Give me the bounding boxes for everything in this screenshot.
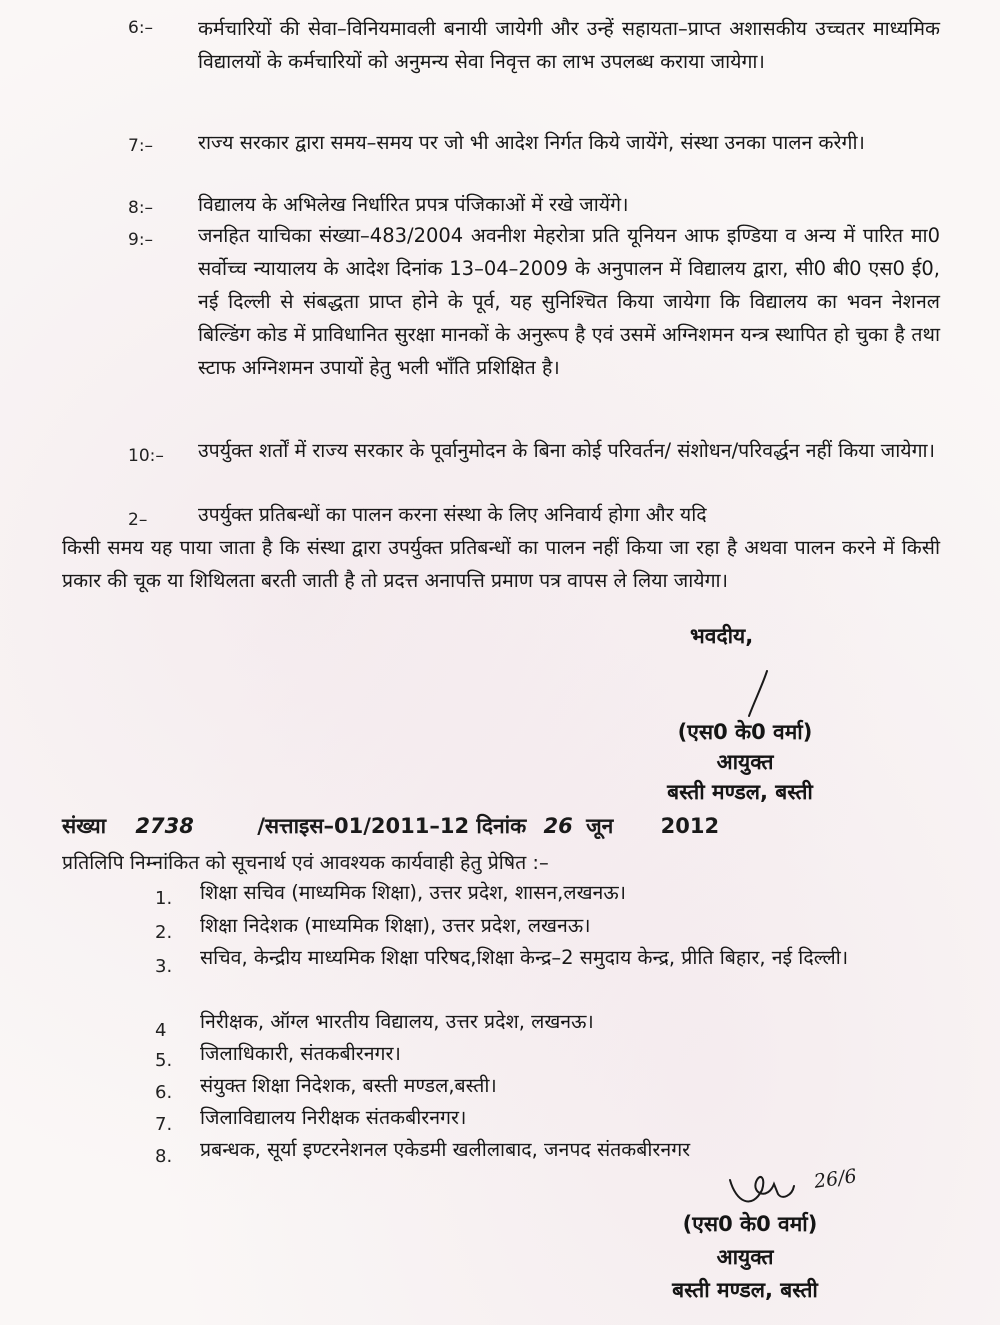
- reference-year: 2012: [660, 814, 720, 838]
- reference-label: संख्या: [62, 814, 107, 838]
- signatory-name: (एस0 के0 वर्मा): [682, 1212, 818, 1236]
- paragraph-number: 2–: [128, 510, 148, 530]
- list-text: संयुक्त शिक्षा निदेशक, बस्ती मण्डल,बस्ती।: [200, 1074, 497, 1097]
- signature-mark: [745, 668, 775, 720]
- condition-number: 6:–: [128, 18, 154, 38]
- list-text: जिलाविद्यालय निरीक्षक संतकबीरनगर।: [200, 1106, 467, 1129]
- list-number: 4: [155, 1020, 167, 1041]
- list-number: 3.: [155, 956, 173, 977]
- condition-text: कर्मचारियों की सेवा–विनियमावली बनायी जायेगी और उन्हें सहायता–प्राप्त अशासकीय उच्चतर माध्यमिक विद्यालयों के कर्मचारियों को अनुमन्य सेवा निवृत्त का लाभ उपलब्ध कराया जायेगा।: [198, 17, 940, 73]
- reference-day: 26: [543, 814, 573, 838]
- paragraph-first-line: उपर्युक्त प्रतिबन्धों का पालन करना संस्था के लिए अनिवार्य होगा और यदि: [198, 503, 707, 526]
- list-text: शिक्षा सचिव (माध्यमिक शिक्षा), उत्तर प्रदेश, शासन,लखनऊ।: [200, 881, 627, 904]
- handwritten-initials: [722, 1160, 812, 1215]
- signatory-office: बस्ती मण्डल, बस्ती: [672, 1278, 818, 1302]
- reference-file: /सत्ताइस–01/2011–12 दिनांक: [257, 814, 527, 838]
- condition-number: 9:–: [128, 230, 154, 250]
- list-number: 8.: [155, 1146, 173, 1167]
- reference-line: [62, 812, 719, 840]
- initial-date: 26/6: [812, 1165, 858, 1193]
- paragraph-body: किसी समय यह पाया जाता है कि संस्था द्वारा उपर्युक्त प्रतिबन्धों का पालन नहीं किया जा रहा है अथवा पालन करने में किसी प्रकार की चूक या शिथिलता बरती जाती है तो प्रदत्त अनापत्ति प्रमाण पत्र वापस ले लिया जायेगा।: [62, 536, 940, 592]
- list-number: 2.: [155, 922, 173, 943]
- reference-month: जून: [586, 814, 614, 838]
- list-number: 7.: [155, 1114, 173, 1135]
- signatory-designation: आयुक्त: [716, 1245, 774, 1269]
- condition-text: उपर्युक्त शर्तों में राज्य सरकार के पूर्वानुमोदन के बिना कोई परिवर्तन/ संशोधन/परिवर्द्धन नहीं किया जायेगा।: [198, 439, 935, 462]
- reference-number: 2738: [135, 814, 194, 838]
- condition-text: राज्य सरकार द्वारा समय–समय पर जो भी आदेश निर्गत किये जायेंगे, संस्था उनका पालन करेगी।: [198, 131, 865, 154]
- signatory-name: (एस0 के0 वर्मा): [677, 720, 813, 744]
- copy-intro: प्रतिलिपि निम्नांकित को सूचनार्थ एवं आवश्यक कार्यवाही हेतु प्रेषित :–: [62, 851, 549, 874]
- condition-number: 10:–: [128, 446, 164, 466]
- list-number: 1.: [155, 888, 173, 909]
- signatory-designation: आयुक्त: [716, 750, 774, 774]
- list-text: जिलाधिकारी, संतकबीरनगर।: [200, 1042, 401, 1065]
- condition-number: 8:–: [128, 198, 154, 218]
- list-number: 6.: [155, 1082, 173, 1103]
- list-text: प्रबन्धक, सूर्या इण्टरनेशनल एकेडमी खलीलाबाद, जनपद संतकबीरनगर: [200, 1138, 691, 1161]
- condition-text: विद्यालय के अभिलेख निर्धारित प्रपत्र पंजिकाओं में रखे जायेंगे।: [198, 193, 629, 216]
- list-number: 5.: [155, 1050, 173, 1071]
- list-text: शिक्षा निदेशक (माध्यमिक शिक्षा), उत्तर प्रदेश, लखनऊ।: [200, 914, 591, 937]
- condition-number: 7:–: [128, 136, 154, 156]
- signatory-office: बस्ती मण्डल, बस्ती: [667, 780, 813, 804]
- closing-salutation: भवदीय,: [690, 624, 754, 648]
- condition-text: जनहित याचिका संख्या–483/2004 अवनीश मेहरोत्रा प्रति यूनियन आफ इण्डिया व अन्य में पारित मा0 सर्वोच्च न्यायालय के आदेश दिनांक 13–04–2009 के अनुपालन में विद्यालय द्वारा, सी0 बी0 एस0 ई0, नई दिल्ली से संबद्धता प्राप्त होने के पूर्व, यह सुनिश्चित किया जायेगा कि विद्यालय का भवन नेशनल बिल्डिंग कोड में प्राविधानित सुरक्षा मानकों के अनुरूप है एवं उसमें अग्निशमन यन्त्र स्थापित हो चुका है तथा स्टाफ अग्निशमन उपायों हेतु भली भाँति प्रशिक्षित है।: [198, 224, 940, 379]
- list-text: सचिव, केन्द्रीय माध्यमिक शिक्षा परिषद,शिक्षा केन्द्र–2 समुदाय केन्द्र, प्रीति बिहार, नई दिल्ली।: [200, 946, 849, 969]
- list-text: निरीक्षक, ऑग्ल भारतीय विद्यालय, उत्तर प्रदेश, लखनऊ।: [200, 1010, 594, 1033]
